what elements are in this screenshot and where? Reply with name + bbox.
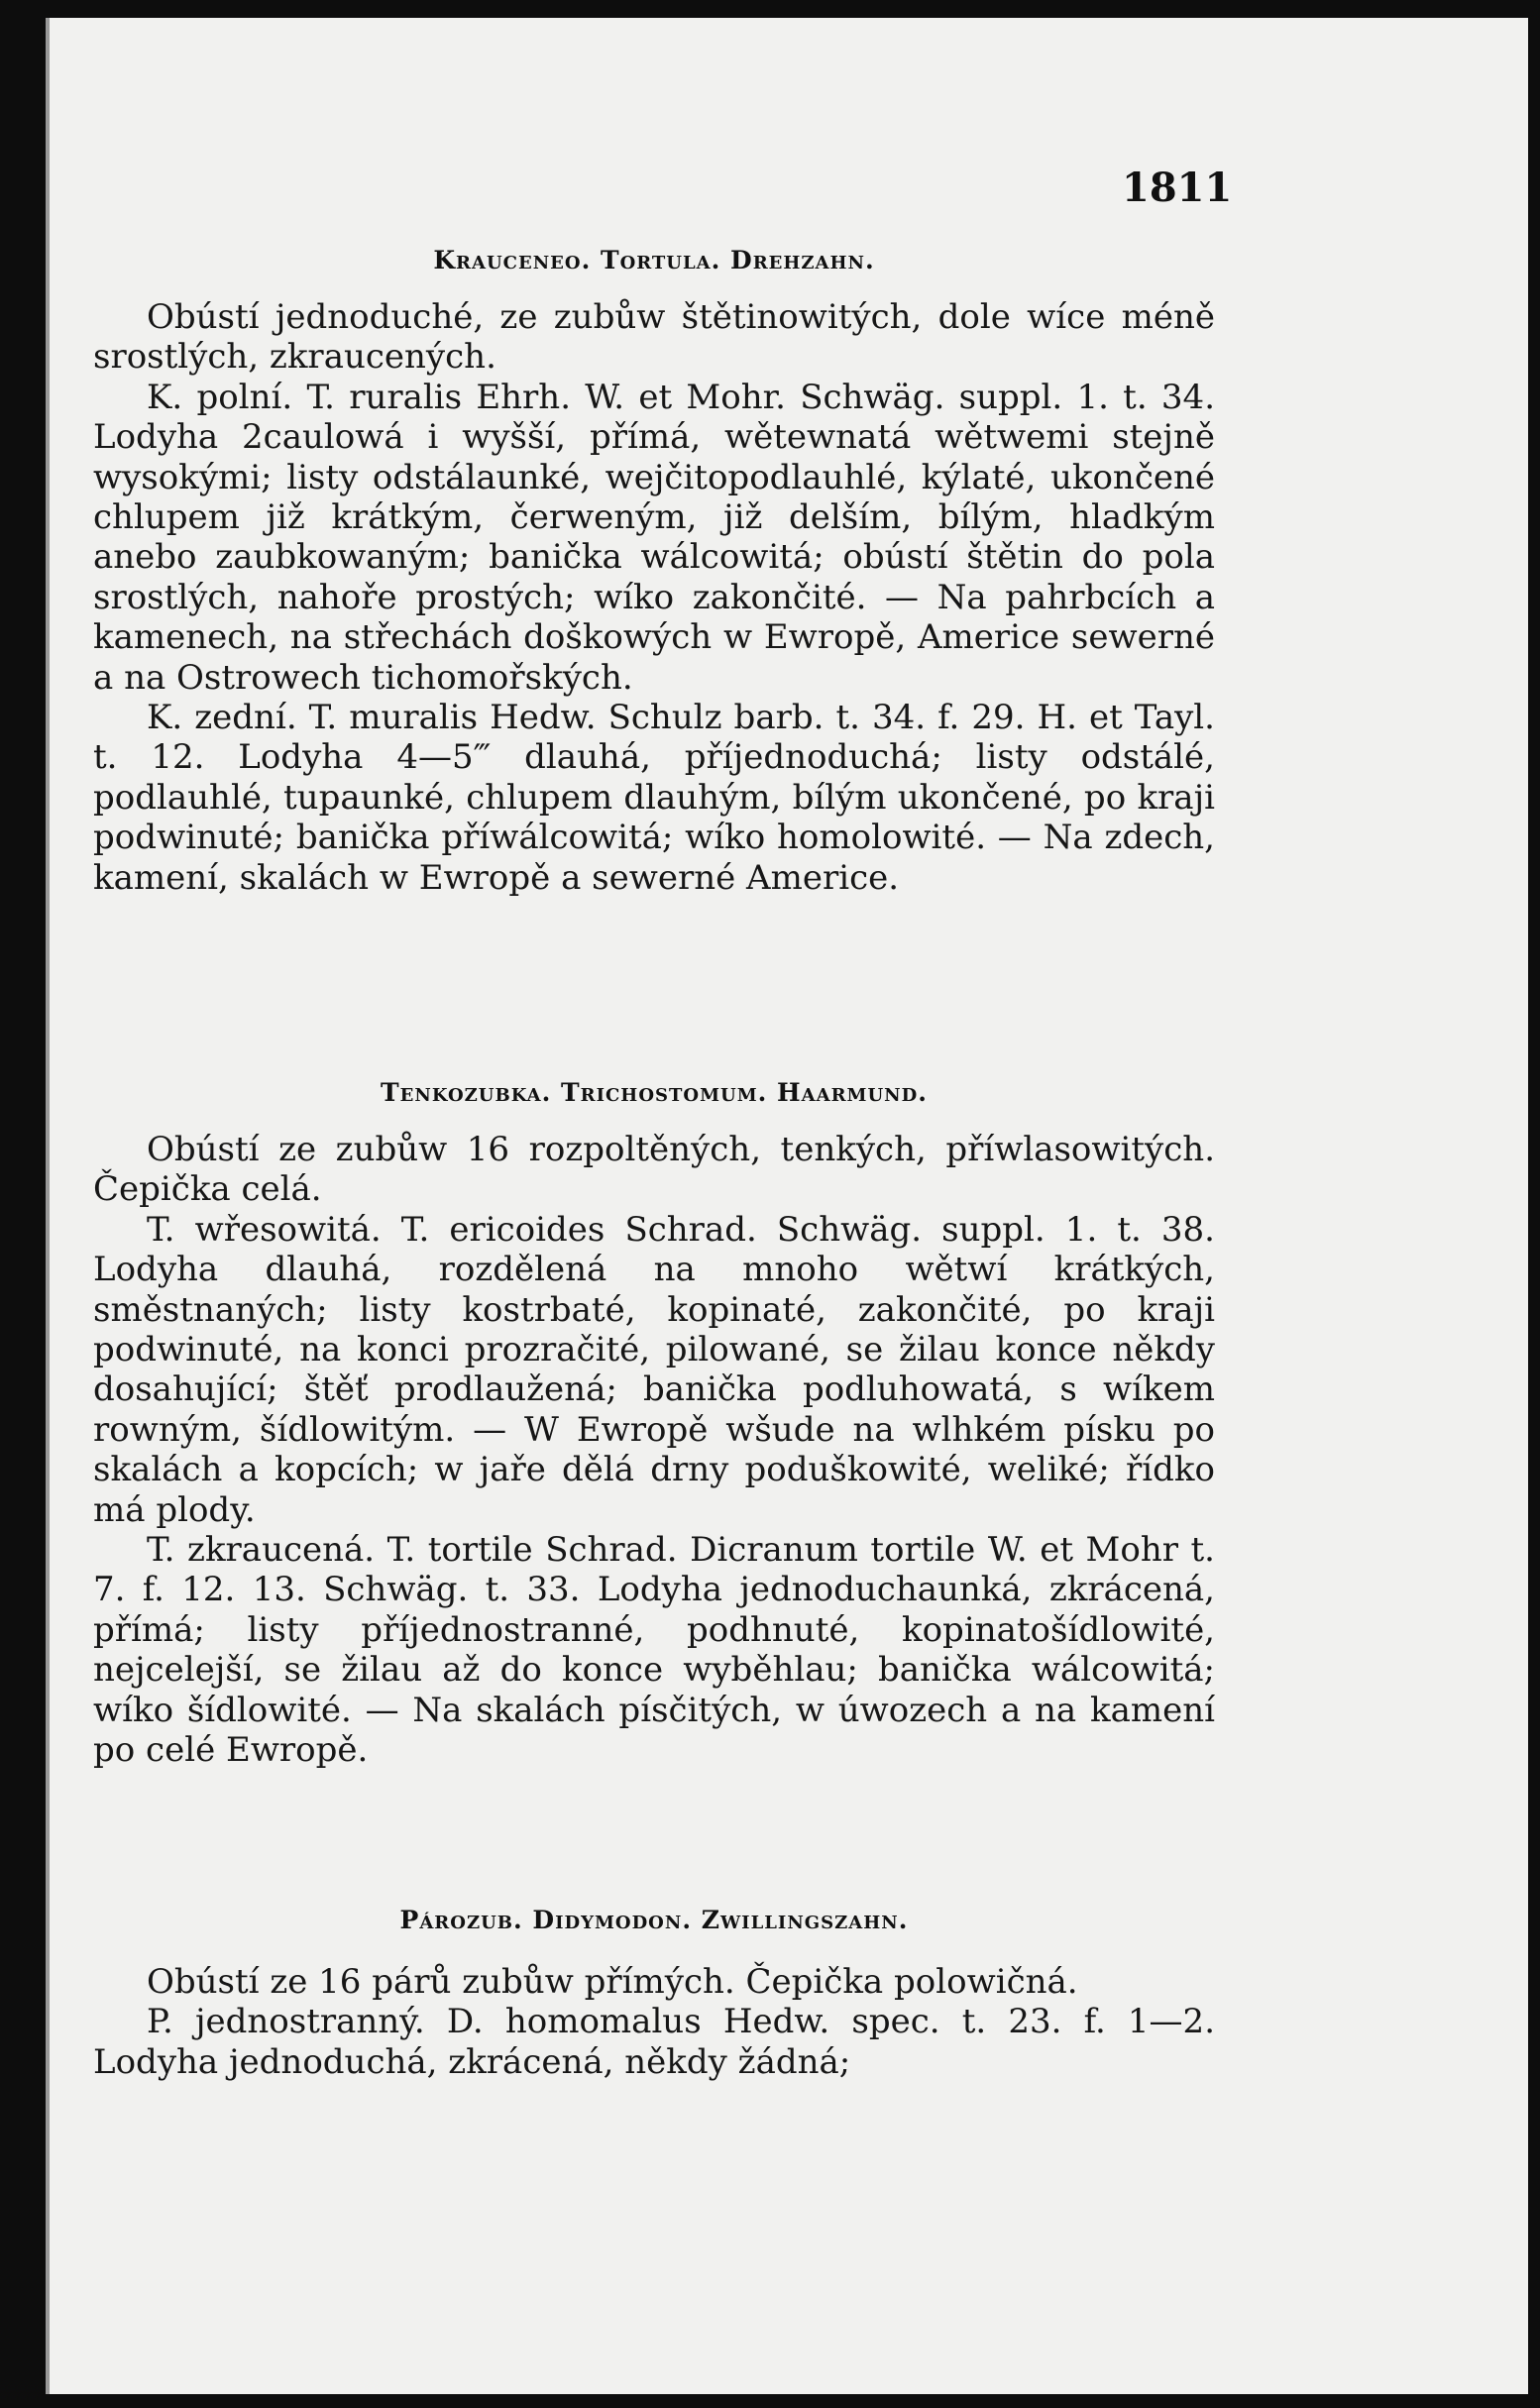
genus-description: Obústí ze zubůw 16 rozpoltěných, tenkých, příwlasowitých. Čepička celá. [93,1130,1215,1210]
book-page [46,18,1528,2394]
species-entry: T. wřesowitá. T. ericoides Schrad. Schwäg. suppl. 1. t. 38. Lodyha dlauhá, rozdělená na mnoho wětwí krátkých, směstnaných; listy kostrbaté, kopinaté, zakončité, po kraji podwinuté, na konci prozračité, pilowané, se žilau konce někdy dosahující; štěť prodlaužená; banička podluhowatá, s wíkem rowným, šídlowitým. — W Ewropě wšude na wlhkém písku po skalách a kopcích; w jaře dělá drny poduškowité, weliké; řídko má plody. [93,1209,1215,1530]
section-heading-didymodon: Pározub. Didymodon. Zwillingszahn. [399,1906,909,1934]
species-entry: K. polní. T. ruralis Ehrh. W. et Mohr. Schwäg. suppl. 1. t. 34. Lodyha 2caulowá i wyšší, přímá, wětewnatá wětwemi stejně wysokými; listy odstálaunké, wejčitopodlauhlé, kýlaté, ukončené chlupem již krátkým, čerweným, již delším, bílým, hladkým anebo zaubkowaným; banička wálcowitá; obústí štětin do pola srostlých, nahoře prostých; wíko zakončité. — Na pahrbcích a kamenech, na střechách doškowých w Ewropě, Americe sewerné a na Ostrowech tichomořských. [93,377,1215,698]
section-body-didymodon [93,1962,1215,2082]
section-heading-tortula: Krauceneo. Tortula. Drehzahn. [433,246,875,274]
species-entry: K. zední. T. muralis Hedw. Schulz barb. t. 34. f. 29. H. et Tayl. t. 12. Lodyha 4—5‴ dlauhá, příjednoduchá; listy odstálé, podlauhlé, tupaunké, chlupem dlauhým, bílým ukončené, po kraji podwinuté; banička příwálcowitá; wíko homolowité. — Na zdech, kamení, skalách w Ewropě a sewerné Americe. [93,698,1215,898]
page-left-edge [46,18,50,2394]
species-entry: P. jednostranný. D. homomalus Hedw. spec. t. 23. f. 1—2. Lodyha jednoduchá, zkrácená, někdy žádná; [93,2002,1215,2082]
page-number: 1811 [1122,164,1233,211]
section-body-tortula [93,297,1215,898]
species-entry: T. zkraucená. T. tortile Schrad. Dicranum tortile W. et Mohr t. 7. f. 12. 13. Schwäg. t. 33. Lodyha jednoduchaunká, zkrácená, přímá; listy příjednostranné, podhnuté, kopinatošídlowité, nejcelejší, se žilau až do konce wyběhlau; banička wálcowitá; wíko šídlowité. — Na skalách písčitých, w úwozech a na kamení po celé Ewropě. [93,1530,1215,1771]
section-heading-trichostomum: Tenkozubka. Trichostomum. Haarmund. [381,1078,928,1107]
genus-description: Obústí ze 16 párů zubůw přímých. Čepička polowičná. [147,1962,1078,2002]
section-body-trichostomum [93,1130,1215,1771]
genus-description: Obústí jednoduché, ze zubůw štětinowitých, dole wíce méně srostlých, zkraucených. [93,297,1215,378]
